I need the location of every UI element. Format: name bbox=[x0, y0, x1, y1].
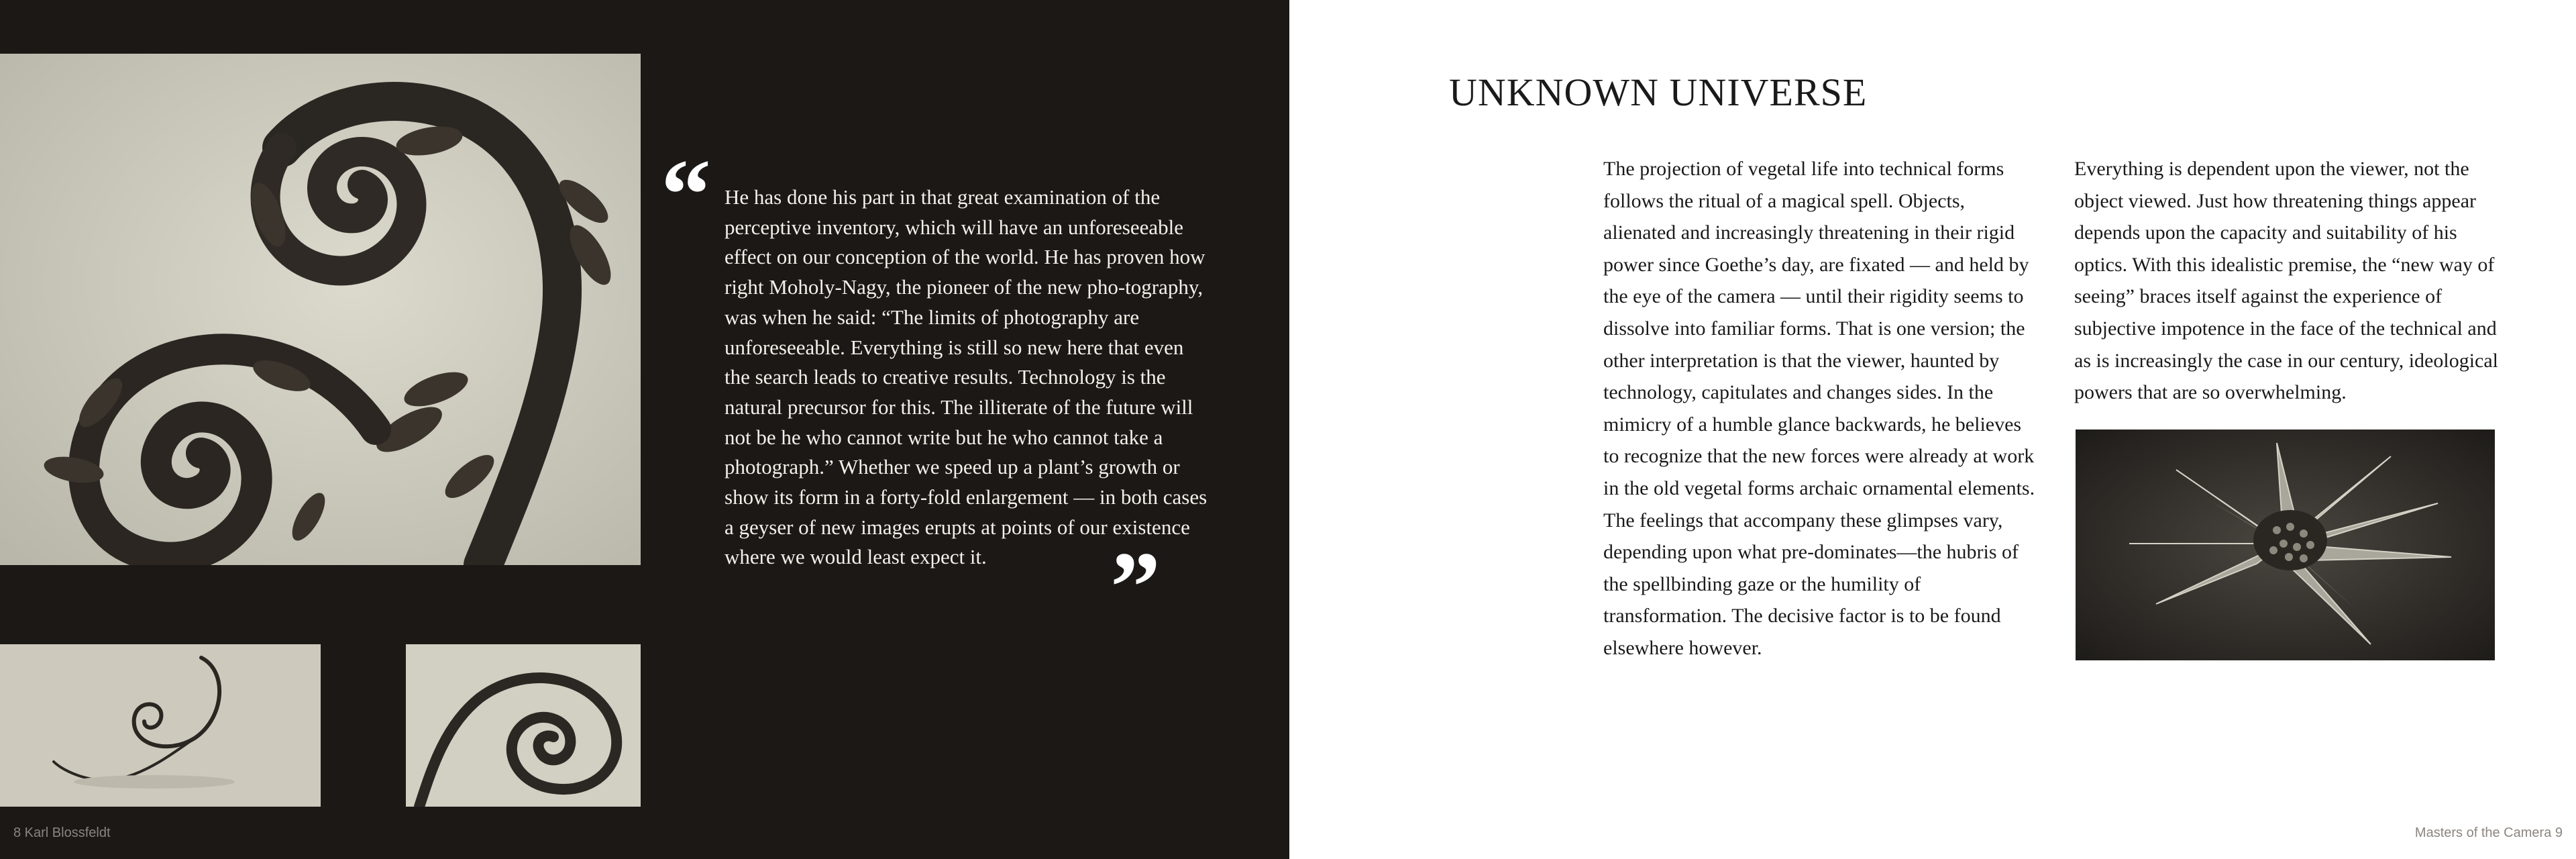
right-page bbox=[1289, 0, 2576, 859]
open-quote-mark: “ bbox=[661, 139, 711, 250]
tendril-curl-photo bbox=[0, 644, 321, 807]
fiddlehead-fern-photo bbox=[0, 54, 641, 565]
page-title: UNKNOWN UNIVERSE bbox=[1449, 70, 1868, 114]
right-folio: Masters of the Camera 9 bbox=[2414, 825, 2563, 840]
left-folio: 8 Karl Blossfeldt bbox=[13, 825, 111, 840]
sea-holly-photo bbox=[2076, 430, 2495, 660]
spiral-tendril-photo bbox=[406, 644, 641, 807]
pull-quote: He has done his part in that great examination of the perceptive inventory, which will have an unforeseeable effect on our conception of the world. He has proven how right Moholy-Nagy, the pioneer of the new pho-tography, was when he said: “The limits of photography are unforeseeable. Everything is still so new here that even the search leads to creative results. Technology is the natural precursor for this. The illiterate of the future will not be he who cannot write but he who cannot take a photograph.” Whether we speed up a plant’s growth or show its form in a forty-fold enlargement — in both cases a geyser of new images erupts at points of our existence where we would least expect it. bbox=[724, 185, 1208, 569]
body-column-1: The projection of vegetal life into technical forms follows the ritual of a magical spell. Objects, alienated and increasingly threatening in their rigid power since Goethe’s day, are fixated — and held by the eye of the camera — until their rigidity seems to dissolve into familiar forms. That is one version; the other interpretation is that the viewer, haunted by technology, capitulates and changes sides. In the mimicry of a humble glance backwards, he believes to recognize that the new forces were already at work in the old vegetal forms archaic ornamental elements. The feelings that accompany these glimpses vary, depending upon what pre-dominates—the hubris of the spellbinding gaze or the humility of transformation. The decisive factor is to be found elsewhere however. bbox=[1603, 158, 2035, 659]
body-column-2: Everything is dependent upon the viewer, not the object viewed. Just how threatening things appear depends upon the capacity and suitability of his optics. With this idealistic premise, the “new way of seeing” braces itself against the experience of subjective impotence in the face of the technical and as is increasingly the case in our century, ideological powers that are so overwhelming. bbox=[2074, 158, 2499, 404]
close-quote-mark: ” bbox=[1110, 532, 1161, 643]
